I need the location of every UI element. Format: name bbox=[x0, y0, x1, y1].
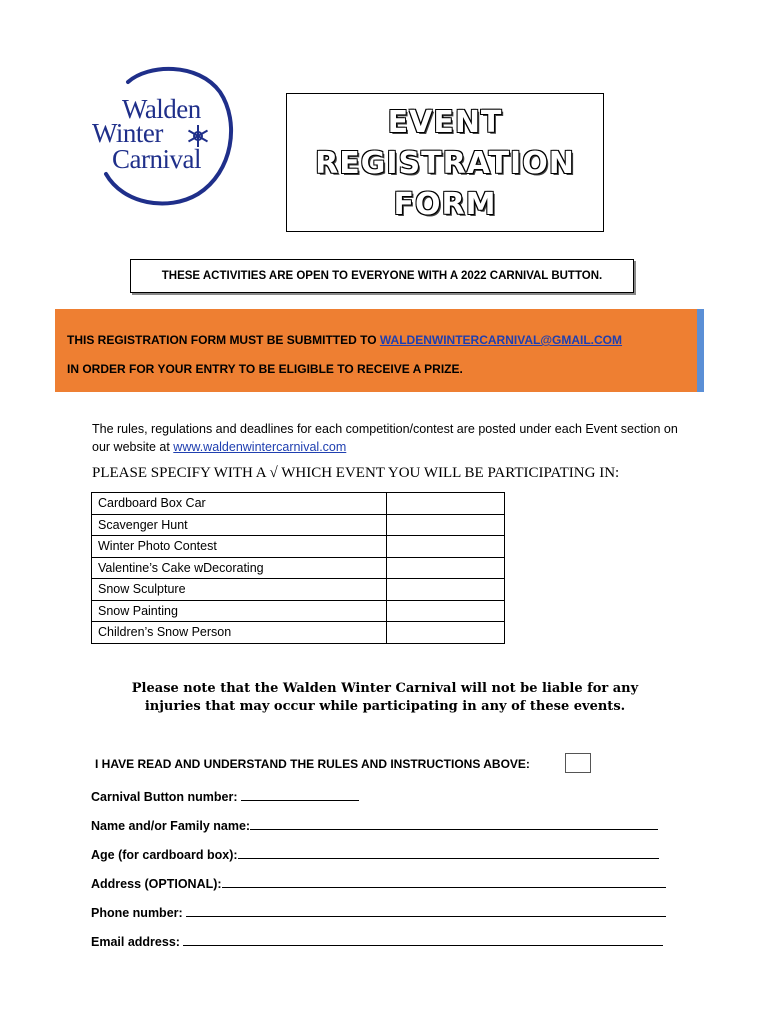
event-name: Valentine’s Cake wDecorating bbox=[92, 557, 387, 579]
event-row bbox=[92, 536, 505, 558]
event-check-cell[interactable] bbox=[387, 493, 505, 515]
form-title-box bbox=[286, 93, 604, 232]
name-line[interactable] bbox=[250, 817, 658, 830]
logo-word-winter: Winter bbox=[92, 118, 163, 148]
event-check-cell[interactable] bbox=[387, 622, 505, 644]
email-field[interactable] bbox=[91, 933, 663, 949]
submission-instruction bbox=[67, 333, 622, 347]
acknowledge-label: I HAVE READ AND UNDERSTAND THE RULES AND INSTRUCTIONS ABOVE: bbox=[95, 757, 530, 771]
address-field[interactable] bbox=[91, 875, 666, 891]
age-field[interactable] bbox=[91, 846, 659, 862]
event-row bbox=[92, 514, 505, 536]
event-name: Winter Photo Contest bbox=[92, 536, 387, 558]
submission-banner bbox=[55, 309, 697, 392]
event-row bbox=[92, 493, 505, 515]
specify-heading: PLEASE SPECIFY WITH A √ WHICH EVENT YOU WILL BE PARTICIPATING IN: bbox=[92, 465, 620, 481]
event-row bbox=[92, 622, 505, 644]
event-row bbox=[92, 557, 505, 579]
logo-word-walden: Walden bbox=[122, 94, 201, 124]
name-label: Name and/or Family name: bbox=[91, 819, 251, 833]
event-check-cell[interactable] bbox=[387, 514, 505, 536]
event-check-cell[interactable] bbox=[387, 557, 505, 579]
event-row bbox=[92, 600, 505, 622]
logo-word-carnival: Carnival bbox=[112, 144, 201, 174]
age-label: Age (for cardboard box): bbox=[91, 848, 238, 862]
button-number-label: Carnival Button number: bbox=[91, 790, 242, 804]
phone-line[interactable] bbox=[186, 904, 666, 917]
submission-prefix: THIS REGISTRATION FORM MUST BE SUBMITTED TO bbox=[67, 333, 380, 347]
event-check-cell[interactable] bbox=[387, 600, 505, 622]
event-check-cell[interactable] bbox=[387, 536, 505, 558]
title-line-registration: REGISTRATION bbox=[315, 146, 575, 181]
phone-label: Phone number: bbox=[91, 906, 187, 920]
age-line[interactable] bbox=[238, 846, 659, 859]
title-line-event: EVENT bbox=[387, 105, 503, 140]
address-label: Address (OPTIONAL): bbox=[91, 877, 222, 891]
event-row bbox=[92, 579, 505, 601]
events-table bbox=[91, 492, 505, 644]
eligibility-note: IN ORDER FOR YOUR ENTRY TO BE ELIGIBLE TO RECEIVE A PRIZE. bbox=[67, 362, 463, 376]
acknowledge-checkbox[interactable] bbox=[565, 753, 591, 773]
event-name: Children’s Snow Person bbox=[92, 622, 387, 644]
event-check-cell[interactable] bbox=[387, 579, 505, 601]
submission-email-link[interactable]: WALDENWINTERCARNIVAL@GMAIL.COM bbox=[379, 333, 623, 347]
title-line-form: FORM bbox=[393, 187, 497, 222]
rules-paragraph bbox=[92, 420, 692, 456]
banner-edge-accent bbox=[697, 309, 704, 392]
website-link[interactable]: www.waldenwintercarnival.com bbox=[173, 440, 347, 454]
button-number-field[interactable] bbox=[91, 788, 359, 804]
event-name: Snow Sculpture bbox=[92, 579, 387, 601]
event-name: Scavenger Hunt bbox=[92, 514, 387, 536]
email-label: Email address: bbox=[91, 935, 184, 949]
rules-text: The rules, regulations and deadlines for each competition/contest are posted under each Event section on our website at bbox=[92, 422, 678, 454]
liability-line-2: injuries that may occur while participating in any of these events. bbox=[144, 699, 626, 714]
event-name: Cardboard Box Car bbox=[92, 493, 387, 515]
liability-notice bbox=[100, 680, 670, 716]
button-number-line[interactable] bbox=[241, 788, 359, 801]
snowflake-icon bbox=[186, 124, 210, 148]
liability-line-1: Please note that the Walden Winter Carnival will not be liable for any bbox=[131, 681, 639, 696]
open-to-everyone-notice: THESE ACTIVITIES ARE OPEN TO EVERYONE WITH A 2022 CARNIVAL BUTTON. bbox=[130, 259, 634, 293]
email-line[interactable] bbox=[183, 933, 663, 946]
name-field[interactable] bbox=[91, 817, 658, 833]
address-line[interactable] bbox=[222, 875, 666, 888]
phone-field[interactable] bbox=[91, 904, 666, 920]
event-name: Snow Painting bbox=[92, 600, 387, 622]
